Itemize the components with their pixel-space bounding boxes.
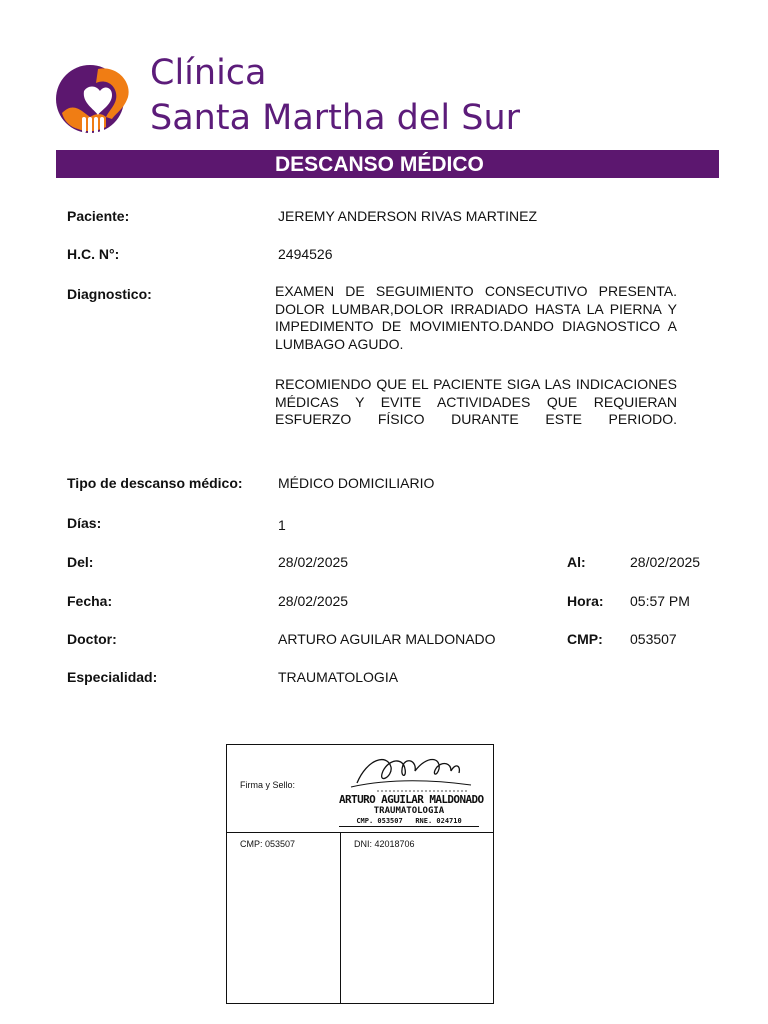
recommendation-text: RECOMIENDO QUE EL PACIENTE SIGA LAS INDICACIONES MÉDICAS Y EVITE ACTIVIDADES QUE REQUIERAN ESFUERZO FÍSICO DURANTE ESTE PERIODO. [275,376,677,427]
rest-type: MÉDICO DOMICILIARIO [278,475,435,491]
rest-type-label: Tipo de descanso médico: [67,475,243,491]
patient-name: JEREMY ANDERSON RIVAS MARTINEZ [278,208,538,224]
date-label: Fecha: [67,593,113,609]
issue-time: 05:57 PM [630,593,690,609]
clinic-logo [54,61,132,137]
from-date: 28/02/2025 [278,554,349,570]
issue-date: 28/02/2025 [278,593,349,609]
doctor-name: ARTURO AGUILAR MALDONADO [278,631,496,647]
signature-box [226,744,494,1004]
cmp-number: 053507 [630,631,677,647]
signature-label: Firma y Sello: [240,780,296,790]
patient-label: Paciente: [67,208,130,224]
hc-label: H.C. N°: [67,246,120,262]
stamp-specialty: TRAUMATOLOGIA [373,806,445,816]
specialty-label: Especialidad: [67,669,158,685]
signature-divider-v [340,832,341,1004]
document-title: DESCANSO MÉDICO [275,153,484,176]
signature-cmp: CMP: 053507 [240,839,296,849]
from-label: Del: [67,554,94,570]
days-value: 1 [278,517,286,533]
hc-number: 2494526 [278,246,333,262]
time-label: Hora: [567,593,604,609]
cmp-label: CMP: [567,631,603,647]
clinic-name-line2: Santa Martha del Sur [150,98,521,138]
clinic-name-line1: Clínica [150,53,267,93]
stamp-name: ARTURO AGUILAR MALDONADO [339,793,484,806]
days-label: Días: [67,515,102,531]
specialty-value: TRAUMATOLOGIA [278,669,399,685]
to-label: Al: [567,554,586,570]
diagnosis-text: EXAMEN DE SEGUIMIENTO CONSECUTIVO PRESENTA. DOLOR LUMBAR,DOLOR IRRADIADO HASTA LA PIERNA Y IMPEDIMENTO DE MOVIMIENTO.DANDO DIAGNOSTICO A LUMBAGO AGUDO. [275,283,677,352]
doctor-stamp [339,793,484,827]
to-date: 28/02/2025 [630,554,701,570]
doctor-label: Doctor: [67,631,117,647]
signature-scribble-icon [347,749,477,797]
hand-holding-heart-logo-icon [54,61,132,137]
diagnosis-label: Diagnostico: [67,286,152,302]
signature-dni: DNI: 42018706 [354,839,415,849]
stamp-ids: CMP. 053507 RNE. 024710 [339,818,479,827]
signature-divider-h [227,832,493,833]
